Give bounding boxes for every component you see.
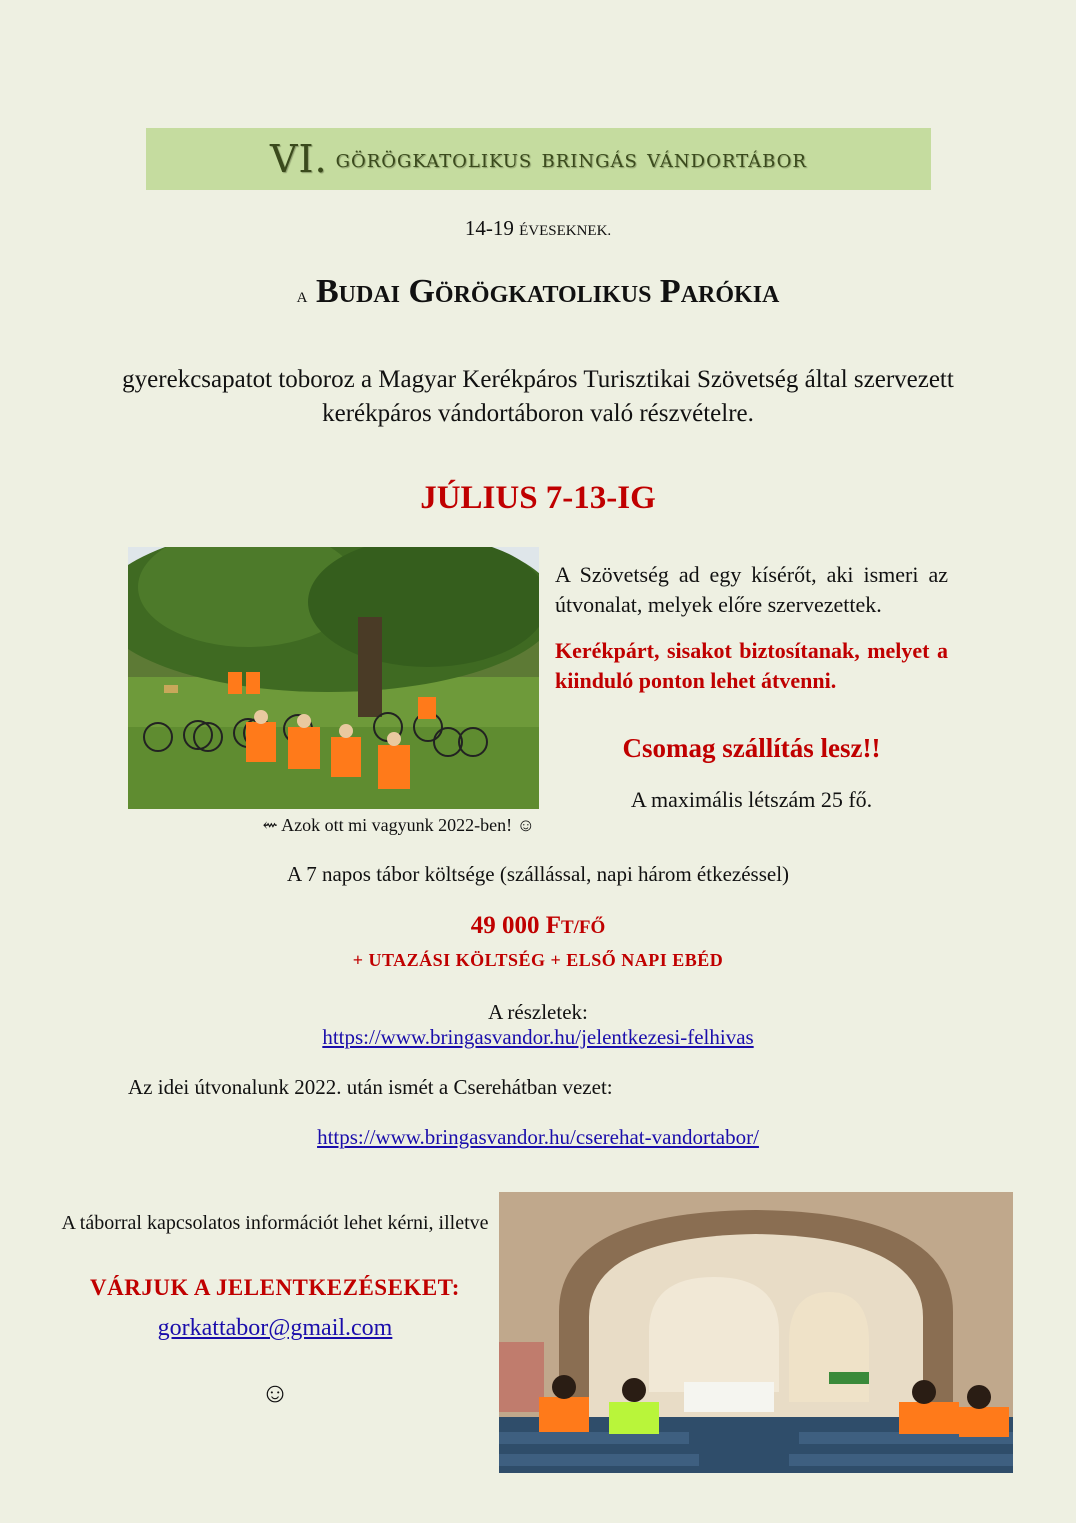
- parish-name: Budai Görögkatolikus Parókia: [315, 273, 780, 310]
- camp-dates: JÚLIUS 7-13-IG: [420, 480, 656, 516]
- route-text: Az idei útvonalunk 2022. után ismét a Cserehátban vezet:: [128, 1075, 613, 1099]
- route-link[interactable]: https://www.bringasvandor.hu/cserehat-vandortabor/: [317, 1125, 759, 1149]
- details-link[interactable]: https://www.bringasvandor.hu/jelentkezesi-felhivas: [322, 1025, 754, 1049]
- title-text: görögkatolikus bringás vándortábor: [335, 144, 807, 174]
- package-info: Csomag szállítás lesz!!: [622, 733, 881, 763]
- extra-costs: + UTAZÁSI KÖLTSÉG + ELSŐ NAPI EBÉD: [352, 950, 724, 970]
- contact-text: A táborral kapcsolatos információt lehet kérni, illetve: [61, 1212, 489, 1234]
- email-row: [60, 1315, 490, 1342]
- parish-heading: [0, 273, 1076, 311]
- price-amount: 49 000: [470, 912, 546, 939]
- title-numeral: VI.: [270, 137, 328, 181]
- intro-text: gyerekcsapatot toboroz a Magyar Kerékpáros Turisztikai Szövetség által szervezett kerékpáros vándortáboron való részvételre.: [122, 366, 954, 427]
- age-group: [0, 216, 1076, 241]
- photo-caption: ⇜ Azok ott mi vagyunk 2022-ben! ☺: [262, 815, 535, 835]
- title-banner: [146, 128, 931, 190]
- age-suffix: ÉVESEKNEK.: [519, 223, 612, 239]
- email-link[interactable]: gorkattabor@gmail.com: [157, 1315, 393, 1341]
- escort-info: A Szövetség ad egy kísérőt, aki ismeri az útvonalat, melyek előre szervezettek.: [555, 562, 948, 617]
- price-unit-rest: T/FŐ: [560, 917, 606, 938]
- age-range: 14-19: [464, 216, 514, 240]
- bikes-info: Kerékpárt, sisakot biztosítanak, melyet a kiinduló ponton lehet átvenni.: [555, 638, 948, 693]
- details-label: A részletek:: [488, 1000, 588, 1024]
- details-link-row: [0, 1025, 1076, 1050]
- route-link-row: [0, 1125, 1076, 1150]
- parish-prefix: a: [296, 282, 308, 307]
- awaiting-applications: VÁRJUK A JELENTKEZÉSEKET:: [90, 1275, 460, 1300]
- church-interior-photo: [499, 1192, 1013, 1473]
- price-unit-first: F: [545, 912, 561, 939]
- price: [0, 912, 1076, 940]
- smiley-icon: ☺: [260, 1378, 290, 1409]
- cyclists-photo: [128, 547, 539, 809]
- max-participants: A maximális létszám 25 fő.: [630, 787, 873, 812]
- cost-label: A 7 napos tábor költsége (szállással, napi három étkezéssel): [286, 862, 790, 886]
